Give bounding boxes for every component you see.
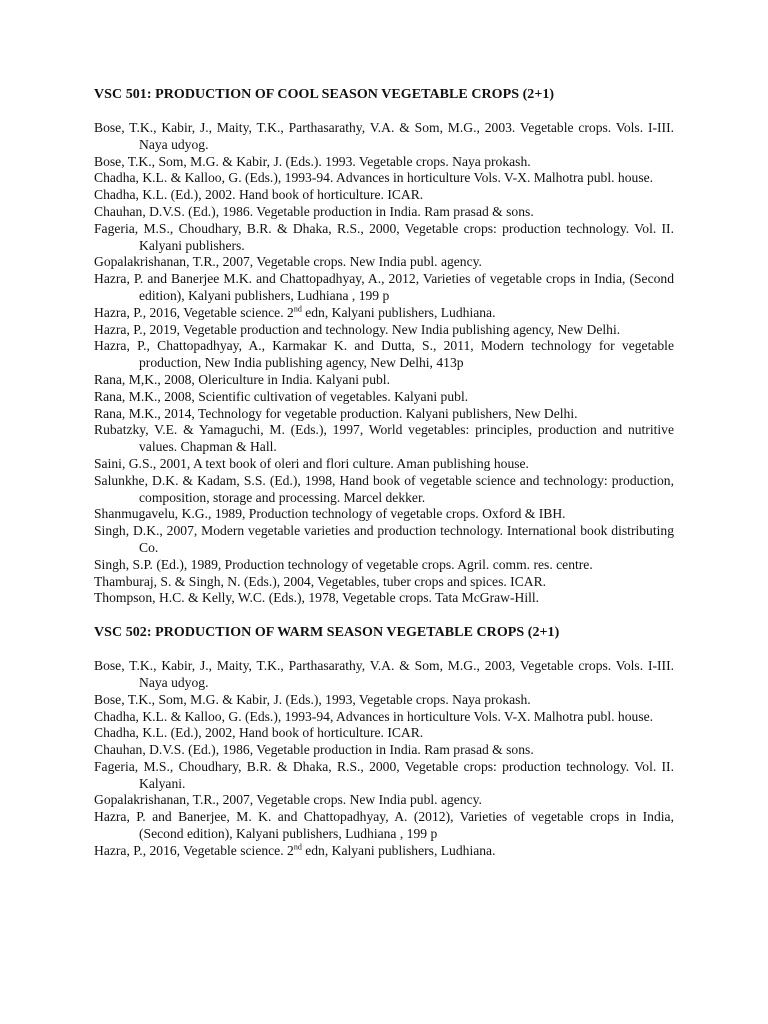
reference-entry: Thamburaj, S. & Singh, N. (Eds.), 2004, Vegetables, tuber crops and spices. ICAR. — [94, 573, 547, 589]
ordinal-superscript: nd — [293, 842, 302, 852]
reference-entry: Bose, T.K., Kabir, J., Maity, T.K., Parthasarathy, V.A. & Som, M.G., 2003. Vegetable crops. Vols. I-III. Naya udyog. — [94, 120, 674, 152]
reference-entry: Salunkhe, D.K. & Kadam, S.S. (Ed.), 1998, Hand book of vegetable science and technology: production, composition, storage and processing. Marcel dekker. — [94, 472, 674, 505]
reference-entry: Chadha, K.L. (Ed.), 2002, Hand book of horticulture. ICAR. — [94, 725, 424, 741]
reference-entry: Hazra, P. and Banerjee M.K. and Chattopadhyay, A., 2012, Varieties of vegetable crops in India, (Second edition), Kalyani publishers, Ludhiana , 199 p — [94, 271, 674, 303]
reference-entry: Chauhan, D.V.S. (Ed.), 1986. Vegetable production in India. Ram prasad & sons. — [94, 203, 534, 219]
reference-entry: Thompson, H.C. & Kelly, W.C. (Eds.), 1978, Vegetable crops. Tata McGraw-Hill. — [94, 590, 540, 606]
reference-text: Hazra, P., 2016, Vegetable science. 2 — [94, 842, 294, 858]
reference-entry: Bose, T.K., Kabir, J., Maity, T.K., Parthasarathy, V.A. & Som, M.G., 2003, Vegetable crops. Vols. I-III. Naya udyog. — [94, 658, 674, 690]
reference-entry — [94, 843, 674, 860]
ordinal-superscript: nd — [293, 304, 302, 314]
reference-entry: Hazra, P., Chattopadhyay, A., Karmakar K. and Dutta, S., 2011, Modern technology for vegetable production, New India publishing agency, New Delhi, 413p — [94, 338, 674, 371]
reference-entry: Bose, T.K., Som, M.G. & Kabir, J. (Eds.). 1993. Vegetable crops. Naya prokash. — [94, 153, 531, 169]
reference-entry: Gopalakrishanan, T.R., 2007, Vegetable crops. New India publ. agency. — [94, 254, 482, 270]
reference-entry: Gopalakrishanan, T.R., 2007, Vegetable crops. New India publ. agency. — [94, 792, 482, 808]
reference-list — [94, 658, 674, 860]
document-page — [94, 86, 674, 860]
section-vsc-502 — [94, 624, 674, 860]
reference-text: edn, Kalyani publishers, Ludhiana. — [301, 304, 496, 320]
reference-entry: Fageria, M.S., Choudhary, B.R. & Dhaka, R.S., 2000, Vegetable crops: production technology. Vol. II. Kalyani. — [94, 758, 674, 791]
reference-entry: Singh, D.K., 2007, Modern vegetable varieties and production technology. International book distributing Co. — [94, 523, 674, 555]
reference-entry: Bose, T.K., Som, M.G. & Kabir, J. (Eds.), 1993, Vegetable crops. Naya prokash. — [94, 691, 531, 707]
reference-list — [94, 120, 674, 607]
reference-text: edn, Kalyani publishers, Ludhiana. — [301, 842, 496, 858]
reference-entry: Chadha, K.L. & Kalloo, G. (Eds.), 1993-94. Advances in horticulture Vols. V-X. Malhotra publ. house. — [94, 170, 654, 186]
section-heading: VSC 501: PRODUCTION OF COOL SEASON VEGETABLE CROPS (2+1) — [94, 87, 555, 102]
reference-entry: Shanmugavelu, K.G., 1989, Production technology of vegetable crops. Oxford & IBH. — [94, 506, 566, 522]
reference-entry: Chadha, K.L. (Ed.), 2002. Hand book of horticulture. ICAR. — [94, 187, 424, 203]
reference-entry: Rubatzky, V.E. & Yamaguchi, M. (Eds.), 1997, World vegetables: principles, production and nutritive values. Chapman & Hall. — [94, 422, 674, 455]
reference-entry: Chauhan, D.V.S. (Ed.), 1986, Vegetable production in India. Ram prasad & sons. — [94, 742, 534, 758]
reference-entry: Chadha, K.L. & Kalloo, G. (Eds.), 1993-94, Advances in horticulture Vols. V-X. Malhotra publ. house. — [94, 708, 654, 724]
reference-entry: Singh, S.P. (Ed.), 1989, Production technology of vegetable crops. Agril. comm. res. centre. — [94, 556, 593, 572]
reference-text: Hazra, P., 2016, Vegetable science. 2 — [94, 304, 294, 320]
reference-entry: Rana, M.K., 2008, Scientific cultivation of vegetables. Kalyani publ. — [94, 388, 469, 404]
reference-entry: Hazra, P. and Banerjee, M. K. and Chattopadhyay, A. (2012), Varieties of vegetable crops in India, (Second edition), Kalyani publishers, Ludhiana , 199 p — [94, 809, 674, 842]
section-vsc-501 — [94, 86, 674, 607]
section-heading: VSC 502: PRODUCTION OF WARM SEASON VEGETABLE CROPS (2+1) — [94, 625, 560, 641]
reference-entry: Fageria, M.S., Choudhary, B.R. & Dhaka, R.S., 2000, Vegetable crops: production technology. Vol. II. Kalyani publishers. — [94, 220, 674, 253]
reference-entry: Rana, M.K., 2014, Technology for vegetable production. Kalyani publishers, New Delhi. — [94, 405, 578, 421]
reference-entry: Rana, M,K., 2008, Olericulture in India. Kalyani publ. — [94, 371, 390, 387]
reference-entry — [94, 305, 674, 322]
reference-entry: Saini, G.S., 2001, A text book of oleri and flori culture. Aman publishing house. — [94, 455, 529, 471]
reference-entry: Hazra, P., 2019, Vegetable production and technology. New India publishing agency, New Delhi. — [94, 321, 621, 337]
